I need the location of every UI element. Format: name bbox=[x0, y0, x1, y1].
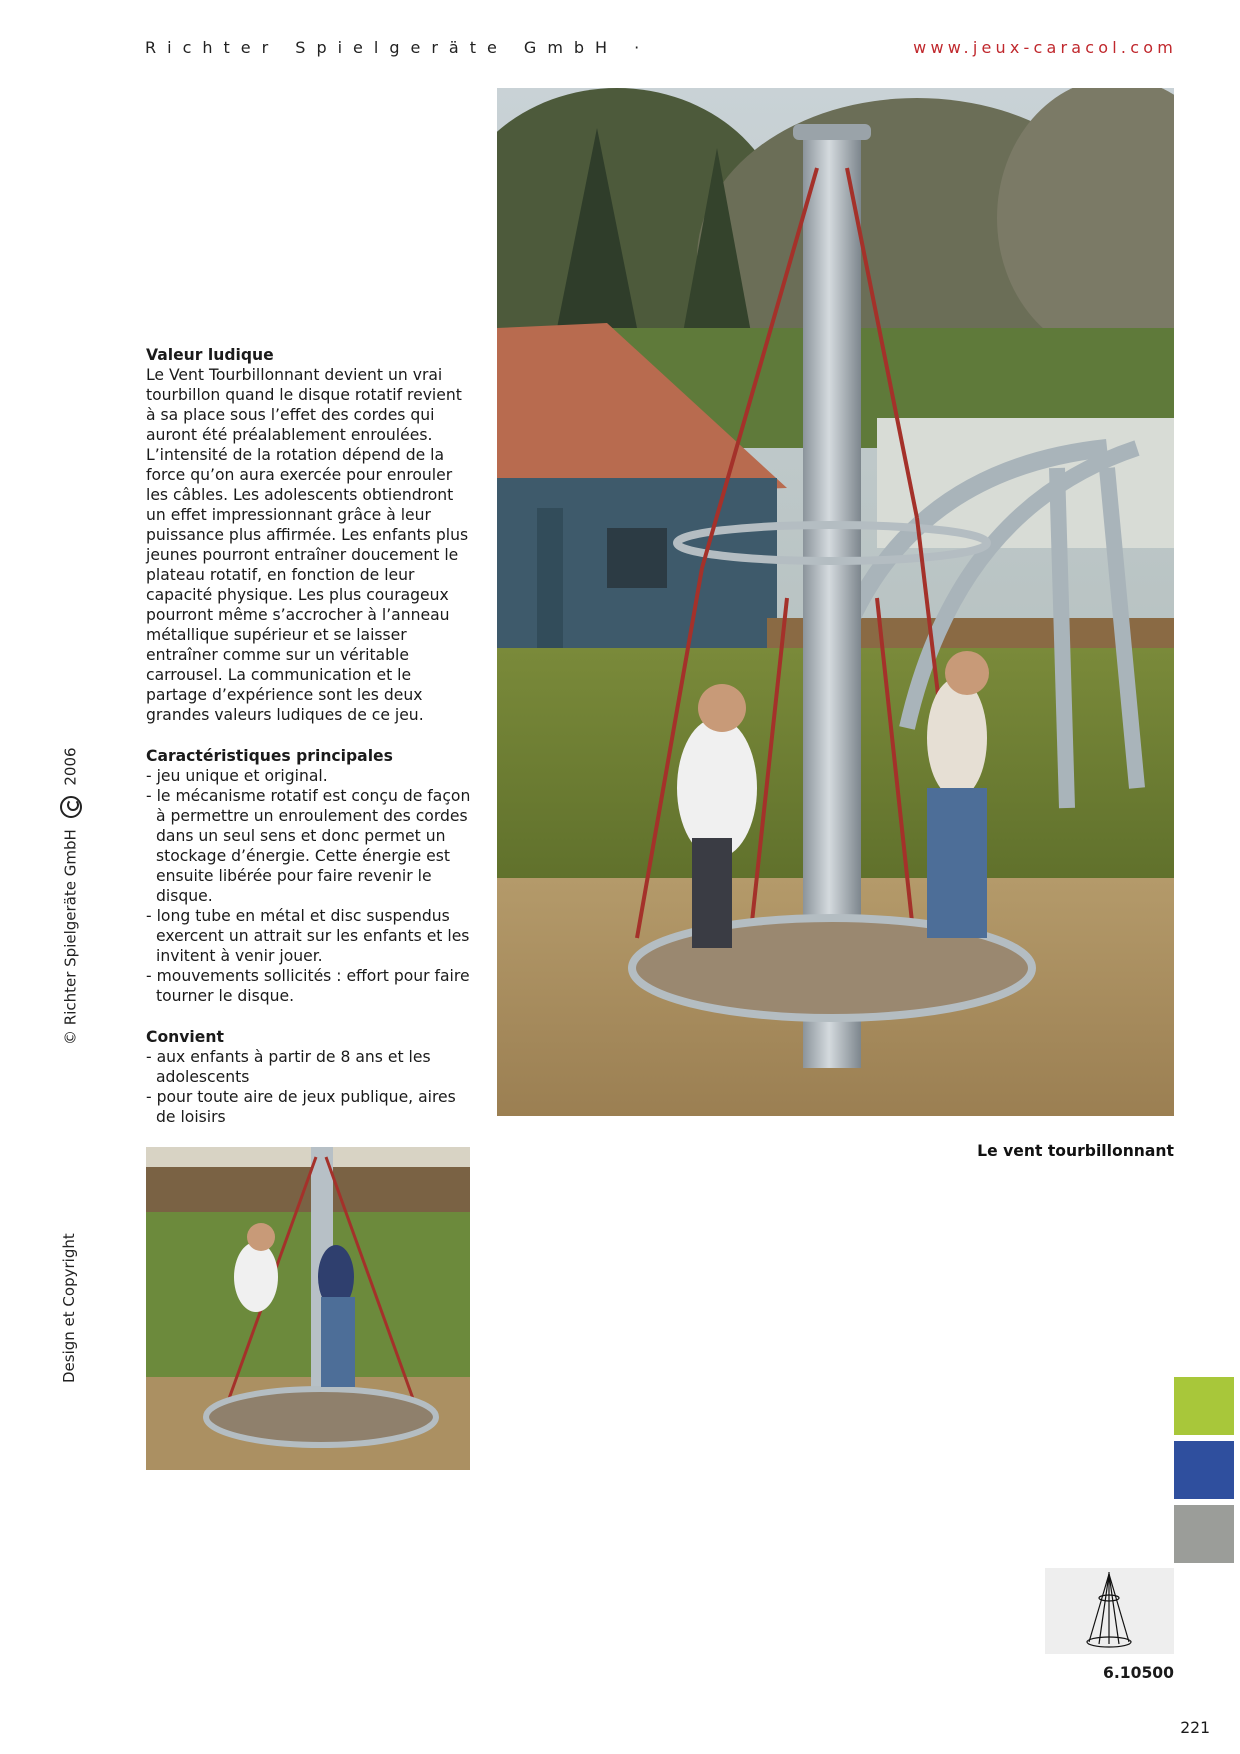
category-tab-grey[interactable] bbox=[1174, 1505, 1234, 1563]
feature-list bbox=[146, 766, 476, 1006]
copyright-notice bbox=[60, 747, 82, 1045]
list-item: - le mécanisme rotatif est conçu de façon à permettre un enroulement des cordes dans un seul sens et donc permet un stockage d’énergie. Cette énergie est ensuite libérée pour faire revenir le disque. bbox=[146, 786, 476, 906]
page-header bbox=[145, 38, 1177, 62]
caracol-logo-icon bbox=[60, 796, 82, 818]
description-column bbox=[146, 345, 476, 1148]
copyright-text: © Richter Spielgeräte GmbH bbox=[61, 829, 80, 1045]
list-item: - jeu unique et original. bbox=[146, 766, 476, 786]
category-tab-blue[interactable] bbox=[1174, 1441, 1234, 1499]
section-heading: Valeur ludique bbox=[146, 346, 274, 364]
list-item: - pour toute aire de jeux publique, aires de loisirs bbox=[146, 1087, 476, 1127]
website-url[interactable]: www.jeux-caracol.com bbox=[913, 38, 1177, 57]
suitability-list bbox=[146, 1047, 476, 1127]
category-tab-green[interactable] bbox=[1174, 1377, 1234, 1435]
list-item: - mouvements sollicités : effort pour faire tourner le disque. bbox=[146, 966, 476, 1006]
main-product-photo bbox=[497, 88, 1174, 1116]
section-heading: Convient bbox=[146, 1028, 224, 1046]
list-item: - long tube en métal et disc suspendus exercent un attrait sur les enfants et les invitent à venir jouer. bbox=[146, 906, 476, 966]
secondary-product-photo bbox=[146, 1147, 470, 1470]
product-line-drawing bbox=[1045, 1568, 1174, 1654]
page-number: 221 bbox=[1180, 1719, 1210, 1737]
photo-caption: Le vent tourbillonnant bbox=[977, 1142, 1174, 1160]
design-copyright-label: Design et Copyright bbox=[60, 1233, 78, 1383]
section-paragraph: Le Vent Tourbillonnant devient un vrai tourbillon quand le disque rotatif revient à sa place sous l’effet des cordes qui auront été préalablement enroulées. L’intensité de la rotation dépend de la force qu’on aura exercée pour enrouler les câbles. Les adolescents obtiendront un effet impressionnant grâce à leur puissance plus affirmée. Les enfants plus jeunes pourront entraîner doucement le plateau rotatif, en fonction de leur capacité physique. Les plus courageux pourront même s’accrocher à l’anneau métallique supérieur et se laisser entraîner comme sur un véritable carrousel. La communication et le partage d’expérience sont les deux grandes valeurs ludiques de ce jeu. bbox=[146, 366, 469, 724]
section-heading: Caractéristiques principales bbox=[146, 747, 393, 765]
product-code: 6.10500 bbox=[1102, 1664, 1174, 1682]
brand-name: Richter Spielgeräte GmbH · bbox=[145, 38, 651, 57]
list-item: - aux enfants à partir de 8 ans et les adolescents bbox=[146, 1047, 476, 1087]
copyright-year: 2006 bbox=[61, 747, 80, 786]
